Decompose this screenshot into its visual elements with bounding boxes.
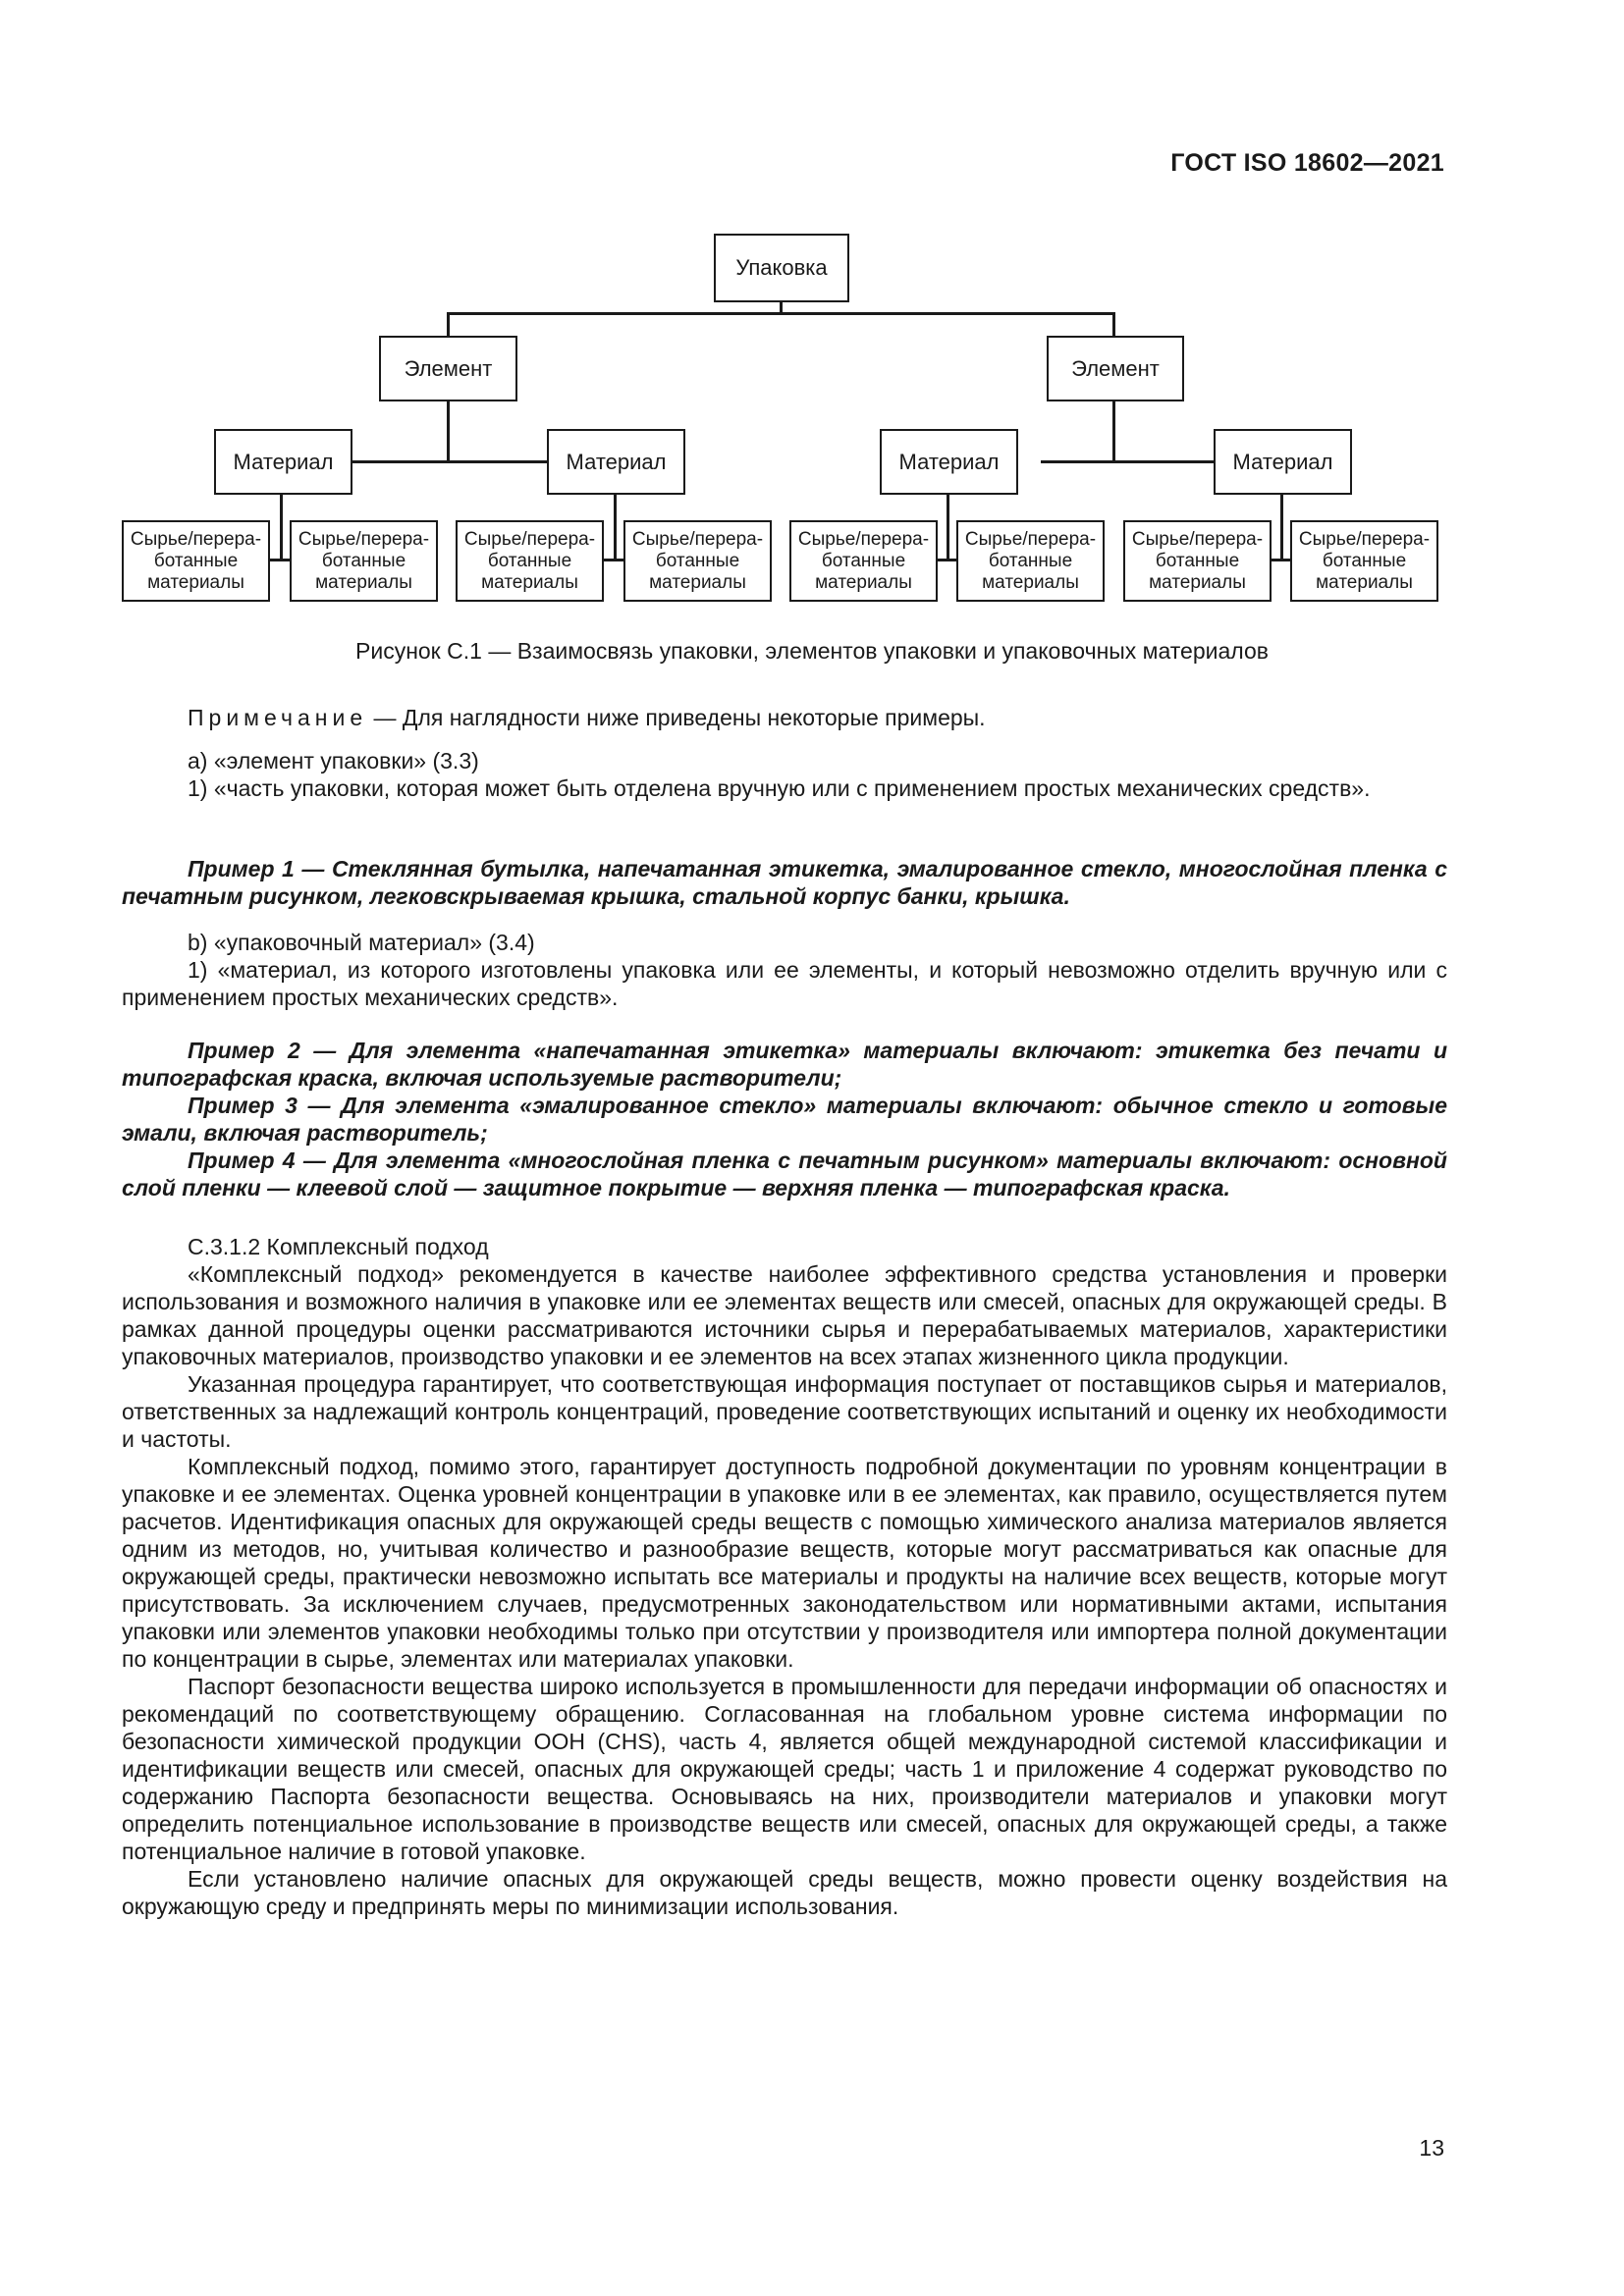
connector-line [614, 493, 617, 561]
paragraph: «Комплексный подход» рекомендуется в качестве наиболее эффективного средства установления и проверки использования и возможного наличия в упаковке или ее элементах веществ или смесей, опасных для окружающей среды. В рамках данной процедуры оценки рассматриваются источники сырья и перерабатываемых материалов, характеристики упаковочных материалов, производство упаковки и ее элементов на всех этапах жизненного цикла продукции. [122, 1261, 1447, 1369]
diagram-node-raw-material: Сырье/перера- ботанные материалы [956, 520, 1105, 602]
connector-line [1041, 460, 1214, 463]
diagram-node-material: Материал [547, 429, 685, 495]
example-3: Пример 3 — Для элемента «эмалированное стекло» материалы включают: обычное стекло и готовые эмали, включая растворитель; [122, 1093, 1447, 1146]
diagram-node-element: Элемент [379, 336, 517, 401]
diagram-node-raw-material: Сырье/перера- ботанные материалы [122, 520, 270, 602]
figure-caption: Рисунок С.1 — Взаимосвязь упаковки, элементов упаковки и упаковочных материалов [355, 638, 1269, 664]
diagram-node-material: Материал [1214, 429, 1352, 495]
connector-line [1112, 399, 1115, 463]
note-label: Примечание [188, 705, 368, 730]
diagram-node-element: Элемент [1047, 336, 1184, 401]
connector-line [447, 312, 450, 338]
connector-line [280, 493, 283, 561]
item-a-title: а) «элемент упаковки» (3.3) [188, 748, 479, 774]
page-number: 13 [1419, 2135, 1444, 2161]
example-1: Пример 1 — Стеклянная бутылка, напечатанная этикетка, эмалированное стекло, многослойная пленка с печатным рисунком, легковскрываемая крышка, стальной корпус банки, крышка. [122, 856, 1447, 909]
example-4: Пример 4 — Для элемента «многослойная пленка с печатным рисунком» материалы включают: основной слой пленки — клеевой слой — защитное покрытие — верхняя пленка — типографская краска. [122, 1148, 1447, 1201]
diagram-node-root: Упаковка [714, 234, 849, 302]
paragraph: Если установлено наличие опасных для окружающей среды веществ, можно провести оценку воздействия на окружающую среду и предпринять меры по минимизации использования. [122, 1866, 1447, 1919]
document-code: ГОСТ ISO 18602—2021 [1170, 149, 1444, 177]
diagram-node-raw-material: Сырье/перера- ботанные материалы [789, 520, 938, 602]
paragraph: Комплексный подход, помимо этого, гарантирует доступность подробной документации по уровням концентрации в упаковке и ее элементах. Оценка уровней концентрации в упаковке или в ее элементах, как правило, осуществляется путем расчетов. Идентификация опасных для окружающей среды веществ с помощью химического анализа материалов является одним из методов, но, учитывая количество и разнообразие веществ, которые могут рассматриваться как опасные для окружающей среды, практически невозможно испытать все материалы и продукты на наличие всех веществ, которые могут присутствовать. За исключением случаев, предусмотренных законодательством или нормативными актами, испытания упаковки или элементов упаковки необходимы только при отсутствии у производителя или импортера полной документации по концентрации в сырье, элементах или материалах упаковки. [122, 1454, 1447, 1672]
definition-a [122, 747, 1447, 802]
paragraph: Указанная процедура гарантирует, что соответствующая информация поступает от поставщиков сырья и материалов, ответственных за надлежащий контроль концентраций, проведение соответствующих испытаний и оценку их необходимости и частоты. [122, 1371, 1447, 1452]
connector-line [268, 559, 292, 561]
connector-line [602, 559, 625, 561]
connector-line [333, 460, 547, 463]
diagram-node-raw-material: Сырье/перера- ботанные материалы [623, 520, 772, 602]
diagram-node-material: Материал [880, 429, 1018, 495]
example-1-block [122, 855, 1447, 910]
example-2: Пример 2 — Для элемента «напечатанная этикетка» материалы включают: этикетка без печати и типографская краска, включая используемые растворители; [122, 1038, 1447, 1091]
diagram-node-raw-material: Сырье/перера- ботанные материалы [1123, 520, 1272, 602]
diagram-node-raw-material: Сырье/перера- ботанные материалы [290, 520, 438, 602]
connector-line [1269, 559, 1292, 561]
diagram-node-raw-material: Сырье/перера- ботанные материалы [456, 520, 604, 602]
note [122, 704, 1447, 731]
connector-line [1112, 312, 1115, 338]
section-c3-1-2 [122, 1233, 1447, 1920]
item-b-title: b) «упаковочный материал» (3.4) [188, 930, 535, 955]
note-block [122, 704, 1447, 731]
connector-line [780, 300, 783, 314]
diagram-node-raw-material: Сырье/перера- ботанные материалы [1290, 520, 1438, 602]
paragraph: Паспорт безопасности вещества широко используется в промышленности для передачи информации об опасностях и рекомендаций по соответствующему обращению. Согласованная на глобальном уровне система информации по безопасности химической продукции ООН (CHS), часть 4, является общей международной системой классификации и идентификации веществ или смесей, опасных для окружающей среды; часть 1 и приложение 4 содержат руководство по содержанию Паспорта безопасности вещества. Основываясь на них, производители материалов и упаковки могут определить потенциальное использование в производстве веществ или смесей, опасных для окружающей среды, а также потенциальное наличие в готовой упаковке. [122, 1674, 1447, 1864]
note-text: — Для наглядности ниже приведены некоторые примеры. [367, 705, 986, 730]
connector-line [935, 559, 958, 561]
definition-b [122, 929, 1447, 1011]
connector-line [1280, 493, 1283, 561]
item-a-text: 1) «часть упаковки, которая может быть отделена вручную или с применением простых механических средств». [188, 775, 1371, 801]
item-b-text: 1) «материал, из которого изготовлены упаковка или ее элементы, и который невозможно отделить вручную или с применением простых механических средств». [122, 957, 1447, 1010]
connector-line [447, 399, 450, 463]
diagram-node-material: Материал [214, 429, 352, 495]
connector-line [947, 493, 949, 561]
examples-block [122, 1037, 1447, 1201]
section-heading: С.3.1.2 Комплексный подход [188, 1234, 489, 1259]
